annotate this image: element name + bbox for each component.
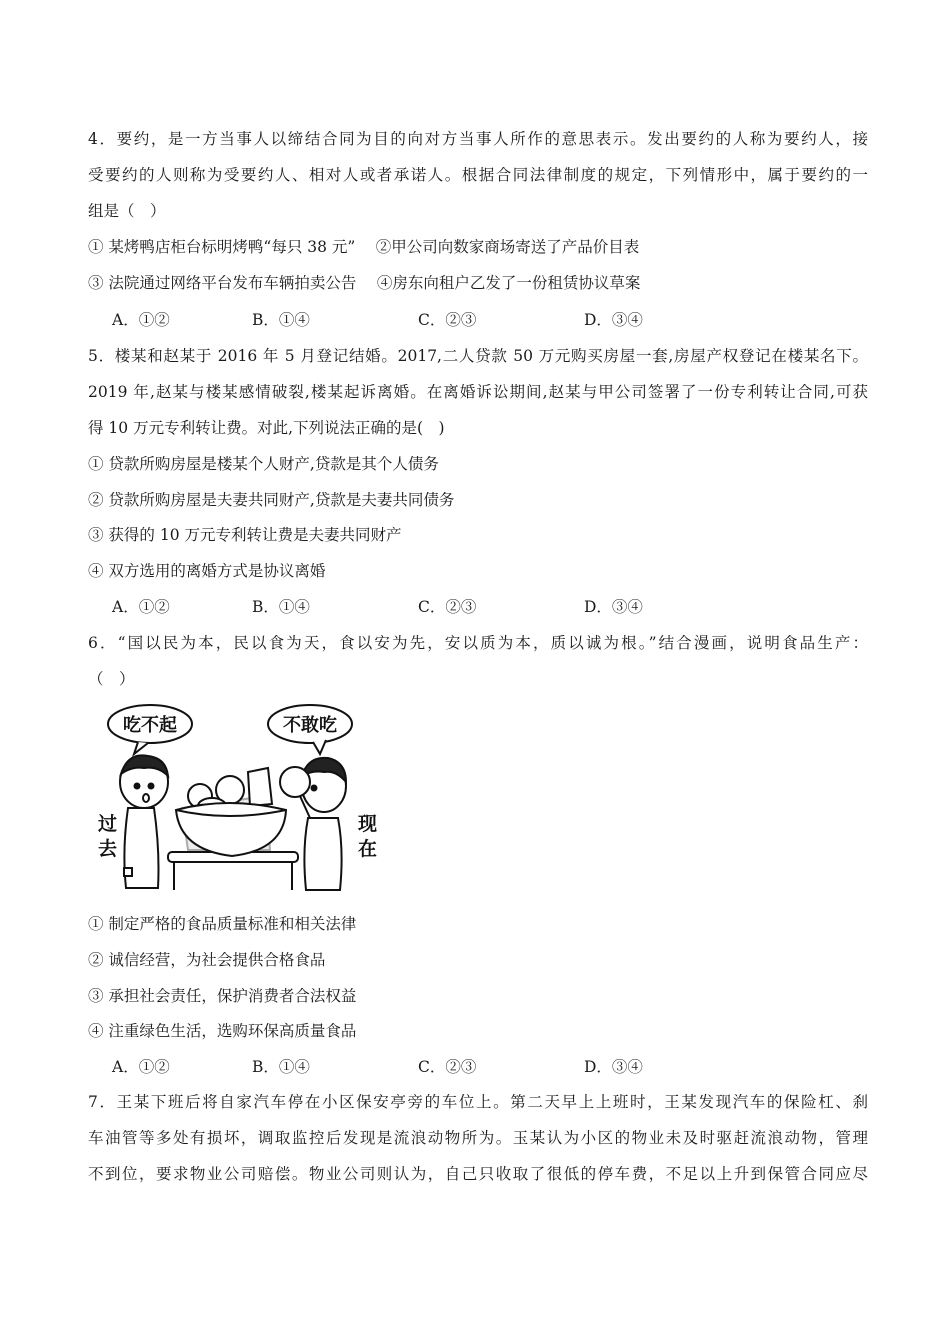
q4-statement-1-2: ① 某烤鸭店柜台标明烤鸭“每只 38 元” ②甲公司向数家商场寄送了产品价目表	[88, 238, 640, 256]
q5-option-c[interactable]: C．②③	[418, 598, 477, 616]
q6-line-1: 6．“国以民为本，民以食为天，食以安为先，安以质为本，质以诚为根。”结合漫画，说明食品生产：	[88, 634, 868, 652]
q5-options	[112, 596, 712, 618]
label-present	[358, 813, 377, 860]
q6-line-2: （ ）	[88, 670, 135, 688]
label-past	[98, 812, 117, 860]
right-speech-bubble	[268, 705, 352, 754]
label-present-char-2: 在	[358, 838, 378, 860]
food-bowl	[176, 768, 286, 856]
q6-statement-3: ③ 承担社会责任，保护消费者合法权益	[88, 987, 357, 1005]
q5-option-a[interactable]: A．①②	[112, 598, 170, 616]
boy-figure-past	[120, 755, 168, 888]
label-past-char-1: 过	[98, 813, 118, 835]
q6-option-a[interactable]: A．①②	[112, 1058, 170, 1076]
q6-options	[112, 1056, 712, 1078]
food-safety-comic	[88, 700, 388, 895]
q7-line-3: 不到位，要求物业公司赔偿。物业公司则认为，自己只收取了很低的停车费，不足以上升到保管合同应尽	[88, 1165, 868, 1183]
q5-line-1: 5．楼某和赵某于 2016 年 5 月登记结婚。2017,二人贷款 50 万元购买房屋一套,房屋产权登记在楼某名下。	[88, 347, 868, 365]
q6-option-c[interactable]: C．②③	[418, 1058, 477, 1076]
q5-line-3: 得 10 万元专利转让费。对此,下列说法正确的是( )	[88, 419, 445, 437]
label-present-char-1: 现	[358, 813, 378, 835]
q4-line-1: 4．要约，是一方当事人以缔结合同为目的向对方当事人所作的意思表示。发出要约的人称为要约人，接	[88, 130, 868, 148]
q5-line-2: 2019 年,赵某与楼某感情破裂,楼某起诉离婚。在离婚诉讼期间,赵某与甲公司签署了一份专利转让合同,可获	[88, 383, 868, 401]
q4-options	[112, 309, 712, 331]
table	[168, 852, 298, 890]
q7-line-1: 7．王某下班后将自家汽车停在小区保安亭旁的车位上。第二天早上上班时，王某发现汽车的保险杠、刹	[88, 1093, 868, 1111]
q7-line-2: 车油管等多处有损坏，调取监控后发现是流浪动物所为。玉某认为小区的物业未及时驱赶流浪动物，管理	[88, 1129, 868, 1147]
q6-statement-2: ② 诚信经营，为社会提供合格食品	[88, 951, 326, 969]
bubble-left-text: 吃不起	[123, 715, 177, 736]
left-speech-bubble	[108, 705, 192, 754]
q4-line-3: 组是（ ）	[88, 202, 166, 220]
q5-statement-2: ② 贷款所购房屋是夫妻共同财产,贷款是夫妻共同债务	[88, 491, 455, 509]
q4-option-c[interactable]: C．②③	[418, 311, 477, 329]
q4-line-2: 受要约的人则称为受要约人、相对人或者承诺人。根据合同法律制度的规定，下列情形中，属于要约的一	[88, 166, 868, 184]
q6-option-b[interactable]: B．①④	[252, 1058, 310, 1076]
q6-option-d[interactable]: D．③④	[584, 1058, 643, 1076]
q4-statement-3-4: ③ 法院通过网络平台发布车辆拍卖公告 ④房东向租户乙发了一份租赁协议草案	[88, 274, 641, 292]
q5-statement-4: ④ 双方选用的离婚方式是协议离婚	[88, 562, 326, 580]
q5-option-b[interactable]: B．①④	[252, 598, 310, 616]
q4-option-a[interactable]: A．①②	[112, 311, 170, 329]
q4-option-d[interactable]: D．③④	[584, 311, 643, 329]
man-figure-present	[280, 758, 346, 890]
q5-option-d[interactable]: D．③④	[584, 598, 643, 616]
q6-statement-4: ④ 注重绿色生活，选购环保高质量食品	[88, 1022, 357, 1040]
q6-statement-1: ① 制定严格的食品质量标准和相关法律	[88, 915, 357, 933]
q5-statement-1: ① 贷款所购房屋是楼某个人财产,贷款是其个人债务	[88, 455, 439, 473]
bubble-right-text: 不敢吃	[283, 715, 337, 736]
label-past-char-2: 去	[98, 838, 118, 860]
q4-option-b[interactable]: B．①④	[252, 311, 310, 329]
q5-statement-3: ③ 获得的 10 万元专利转让费是夫妻共同财产	[88, 526, 402, 544]
